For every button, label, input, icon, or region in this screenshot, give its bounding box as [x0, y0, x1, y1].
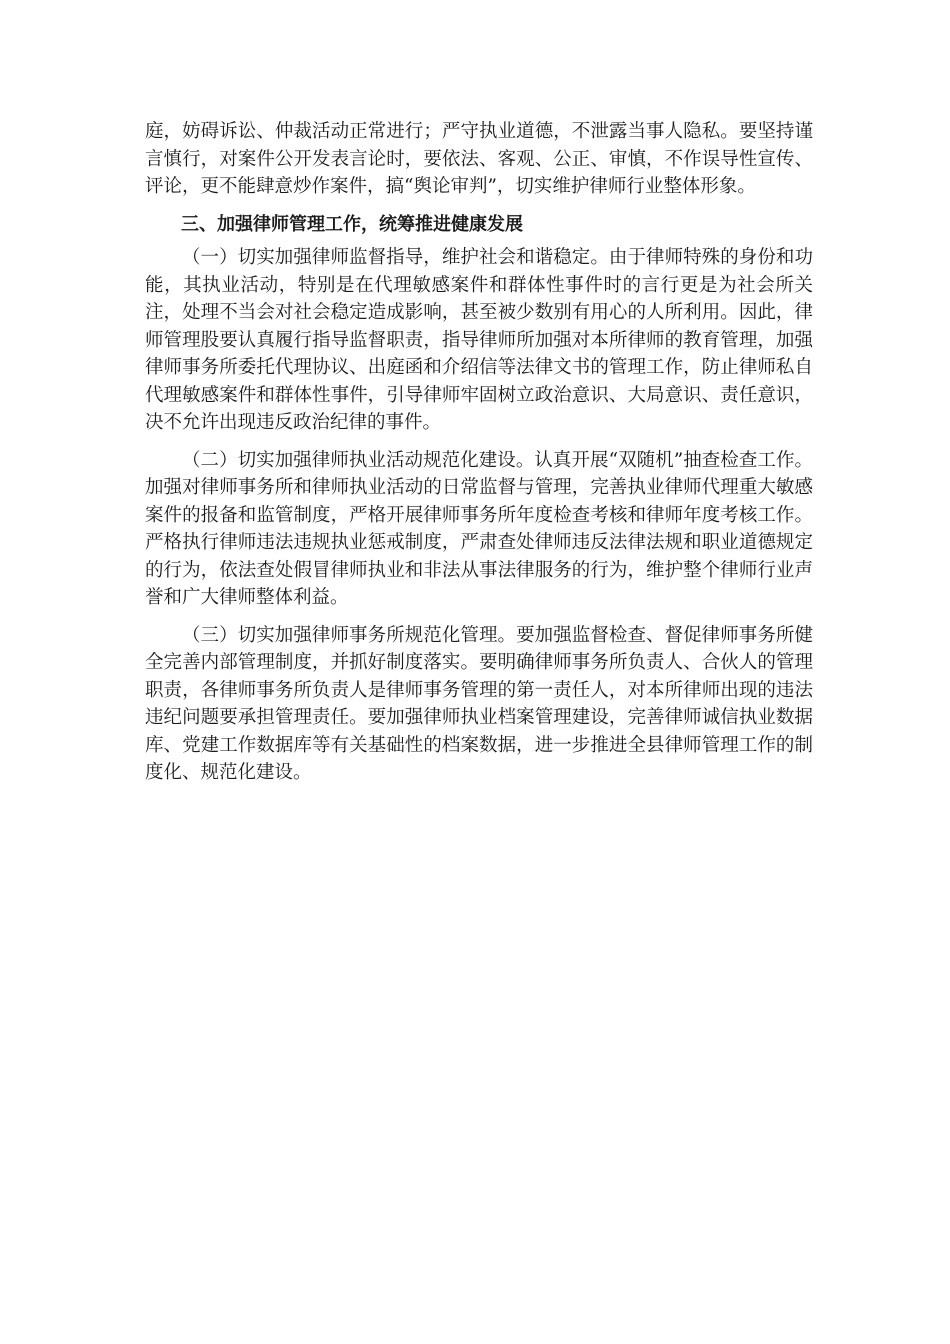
document-body	[145, 118, 813, 797]
paragraph-3: （三）切实加强律师事务所规范化管理。要加强监督检查、督促律师事务所健全完善内部管理制度，并抓好制度落实。要明确律师事务所负责人、合伙人的管理职责，各律师事务所负责人是律师事务管理的第一责任人，对本所律师出现的违法违纪问题要承担管理责任。要加强律师执业档案管理建设，完善律师诚信执业数据库、党建工作数据库等有关基础性的档案数据，进一步推进全县律师管理工作的制度化、规范化建设。	[145, 624, 813, 783]
section-heading: 三、加强律师管理工作，统筹推进健康发展	[181, 213, 523, 235]
paragraph-2: （二）切实加强律师执业活动规范化建设。认真开展“双随机”抽查检查工作。加强对律师事务所和律师执业活动的日常监督与管理，完善执业律师代理重大敏感案件的报备和监管制度，严格开展律师事务所年度检查考核和律师年度考核工作。严格执行律师违法违规执业惩戒制度，严肃查处律师违反法律法规和职业道德规定的行为，依法查处假冒律师执业和非法从事法律服务的行为，维护整个律师行业声誉和广大律师整体利益。	[145, 449, 813, 608]
continuation-paragraph: 庭，妨碍诉讼、仲裁活动正常进行；严守执业道德，不泄露当事人隐私。要坚持谨言慎行，对案件公开发表言论时，要依法、客观、公正、审慎，不作误导性宣传、评论，更不能肆意炒作案件，搞“舆论审判”，切实维护律师行业整体形象。	[145, 121, 813, 197]
paragraph-1: （一）切实加强律师监督指导，维护社会和谐稳定。由于律师特殊的身份和功能，其执业活动，特别是在代理敏感案件和群体性事件时的言行更是为社会所关注，处理不当会对社会稳定造成影响，甚至被少数别有用心的人所利用。因此，律师管理股要认真履行指导监督职责，指导律师所加强对本所律师的教育管理，加强律师事务所委托代理协议、出庭函和介绍信等法律文书的管理工作，防止律师私自代理敏感案件和群体性事件，引导律师牢固树立政治意识、大局意识、责任意识，决不允许出现违反政治纪律的事件。	[145, 247, 813, 433]
